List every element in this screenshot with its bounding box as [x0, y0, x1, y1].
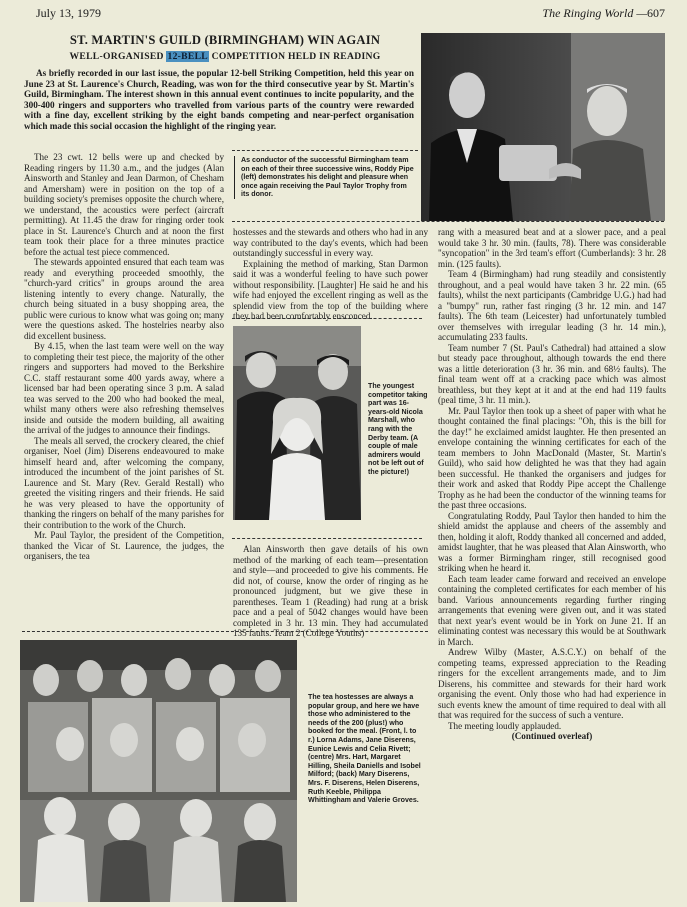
paragraph: The meeting loudly applauded.: [448, 720, 562, 731]
paragraph: By 4.15, when the last team were well on the way to completing their test piece, the majority of the other ringers and supporters had moved to the Berkshire C.C. staff restaurant some 400 yards away, where a licensed bar had been operating since 3 p.m. A salad tea was served to the 200 who had booked the meal, whilst many others were also refreshing themselves inside and outside the modern building, all awaiting the arrival of the judges to announce their findings.: [24, 341, 224, 435]
paragraph: Mr. Paul Taylor then took up a sheet of paper with what he thought contained the final placings: "Oh, this is the bill for the day!" he exclaimed amidst laughter. He then presented an envelope containing the winning certificates for each of the team members to John MacDonald (Master, St. Martin's Guild), who said how delighted he was that they had again been successful. He thanked the organisers and judges for their work and asked that Roddy Pipe accept the Challenge Trophy as he had been the conductor of the winning teams for the past three occasions.: [438, 405, 666, 510]
photo-youngest-competitor: [233, 326, 361, 520]
subheadline-post: COMPETITION HELD IN READING: [211, 51, 381, 62]
highlighted-word: 12-BELL: [167, 51, 208, 62]
paragraph: The stewards appointed ensured that each team was ready and everything proceeded smoothly, the "church-yard critics" in groups around the area listening intently to every change. Naturally, the church being situated in a busy shopping area, the public were curious to know what was going on; many were the questions asked. The hostelries nearby also did excellent business.: [24, 257, 224, 341]
paragraph: Team number 7 (St. Paul's Cathedral) had attained a slow but steady pace throughout, although towards the end there was a little deterioration (3 hr. 36 min. and 68½ faults). The final team went off at a cracking pace which was almost breathless, but they kept at it and at the end had 119 faults (peal time, 3 hr. 11 min.).: [438, 342, 666, 405]
rule: [22, 631, 428, 632]
caption-trophy-presentation: As conductor of the successful Birmingham team on each of their three successive wins, Roddy Pipe (left) demonstrates his delight and pleasure when once again receiving the Paul Taylor Trophy from its donor.: [234, 156, 417, 199]
paragraph: Team 4 (Birmingham) had rung steadily and consistently throughout, and a peal would have taken 3 hr. 22 min. (65 faults), whilst the next participants (Cambridge U.G.) had had a "bumpy" run, rather fast ringing (3 hr. 12 min. and 147 faults). The 6th team (Leicester) had unfortunately tumbled over themselves with irregular leading (3 hr. 14 min.), accumulating 233 faults.: [438, 269, 666, 342]
publication-name: The Ringing World: [542, 6, 634, 20]
rule: [232, 318, 422, 319]
paragraph: Congratulating Roddy, Paul Taylor then handed to him the shield amidst the applause and cheers of the assembly and then, holding it aloft, Roddy thanked all concerned and added, amidst laughter, that he was pleased that Alan Ainsworth, who was a former Birmingham ringer, still recognised good striking when he heard it.: [438, 510, 666, 573]
paragraph: The 23 cwt. 12 bells were up and checked by Reading ringers by 11.30 a.m., and the judges (Alan Ainsworth and Stanley and Jean Darmon, of Chesham and Amersham) were in position on the top of a building society's premises opposite the church where, we understand, the acoustics were perfect (aircraft permitting). At 11.45 the draw for ringing order took place in St. Laurence's Church and at noon the first team took their place for a three minutes practice before the actual test piece commenced.: [24, 152, 224, 257]
paragraph: Alan Ainsworth then gave details of his own method of the marking of each team—presentation and style—and proceeded to give his comments. He did not, of course, know the order of ringing as he pronounced judgment, but we give these in parentheses. Team 1 (Reading) had rung at a brisk pace and a peal of 5042 changes would have been completed in 3 hr. 13 min. They had accumulated 135 faults. Team 2 (College Youths): [233, 544, 428, 638]
paragraph: Each team leader came forward and received an envelope containing the completed certificates for each member of his band. Various announcements regarding further ringing arrangements that evening were given out, and it was stated that next year's event would be in York on June 21. If an eliminating contest was necessary this would be at Southwark in March.: [438, 573, 666, 647]
headline: ST. MARTIN'S GUILD (BIRMINGHAM) WIN AGAIN: [69, 33, 381, 47]
caption-rule-top: [232, 150, 418, 151]
paragraph: Andrew Wilby (Master, A.S.C.Y.) on behalf of the competing teams, expressed appreciation to the Reading ringers for the excellent arrangements made, and to Jim Diserens, his committee and stewards for their hard work organising the event. Only those who had had experience in such events knew the amount of time required to deal with all that was required for the success of such a venture.: [438, 647, 666, 720]
caption-youngest-competitor: The youngest competitor taking part was 16-years-old Nicola Marshall, who rang with the Derby team. (A couple of male admirers would not be left out of the picture!): [368, 382, 428, 476]
subheadline: [30, 51, 420, 62]
photo-trophy-presentation: [421, 33, 665, 221]
continued-overleaf[interactable]: (Continued overleaf): [511, 731, 593, 741]
column-2-bottom: [233, 544, 428, 638]
rule: [232, 538, 422, 539]
caption-tea-hostesses: The tea hostesses are always a popular group, and here we have those who administered to the needs of the 200 (plus!) who booked for the meal. (Front, l. to r.) Lorna Adams, Jane Diserens, Eunice Lewis and Celia Rivett; (centre) Mrs. Hart, Margaret Hilling, Sheila Daniells and Isobel Milford; (back) Mary Diserens, Mrs. F. Diserens, Helen Diserens, Ruth Keeble, Philippa Whittingham and Valerie Groves.: [308, 693, 421, 805]
caption-rule-bottom: [232, 221, 664, 222]
column-2-top: [233, 227, 428, 321]
paragraph: hostesses and the stewards and others who had in any way contributed to the day's events, which had been outstandingly successful in every way.: [233, 227, 428, 258]
paragraph: Explaining the method of marking, Stan Darmon said it was a wonderful feeling to have such power without responsibility. [Laughter] He said he and his wife had enjoyed the excellent ringing as well as the splendid view from the top of the building where they had been comfortably ensconced.: [233, 258, 428, 321]
issue-date: July 13, 1979: [36, 6, 102, 20]
paragraph: rang with a measured beat and at a slower pace, and a peal would take 3 hr. 30 min. (faults, 78). There was considerable "syncopation" in the 3rd team's effort (Cumberlands): 3 hr. 28 min. (125 faults).: [438, 227, 666, 269]
lead-paragraph: As briefly recorded in our last issue, the popular 12-bell Striking Competition, held this year on June 23 at St. Laurence's Church, Reading, was won for the third consecutive year by St. Martin's Guild, Birmingham. The interest shown in this annual event continues to incite popularity, and the 300-400 ringers and supporters who travelled from various parts of the country were rewarded with a fine day, excellent striking by the eight bands competing and near-perfect organisation which made this social occasion the highlight of the ringing year.: [24, 68, 414, 131]
column-1: [24, 152, 224, 628]
page-number: 607: [647, 6, 665, 20]
photo-tea-hostesses: [20, 640, 297, 902]
page-header: The Ringing World —607: [542, 6, 665, 20]
paragraph: The meals all served, the crockery cleared, the chief organiser, Noel (Jim) Diserens endeavoured to make himself heard and, after welcoming the company, introduced the incumbent of the joint parishes of St. Laurence and St. Mary (Rev. Gerald Restall) who greeted the visiting ringers and their friends. He said he was very pleased to have the opportunity of thanking the ringers on behalf of the many parishes for their contribution to the work of the Church.: [24, 435, 224, 530]
paragraph: Mr. Paul Taylor, the president of the Competition, thanked the Vicar of St. Laurence, the judges, the organisers, the tea: [24, 530, 224, 561]
column-3: [438, 227, 666, 903]
subheadline-pre: WELL-ORGANISED: [69, 51, 164, 62]
